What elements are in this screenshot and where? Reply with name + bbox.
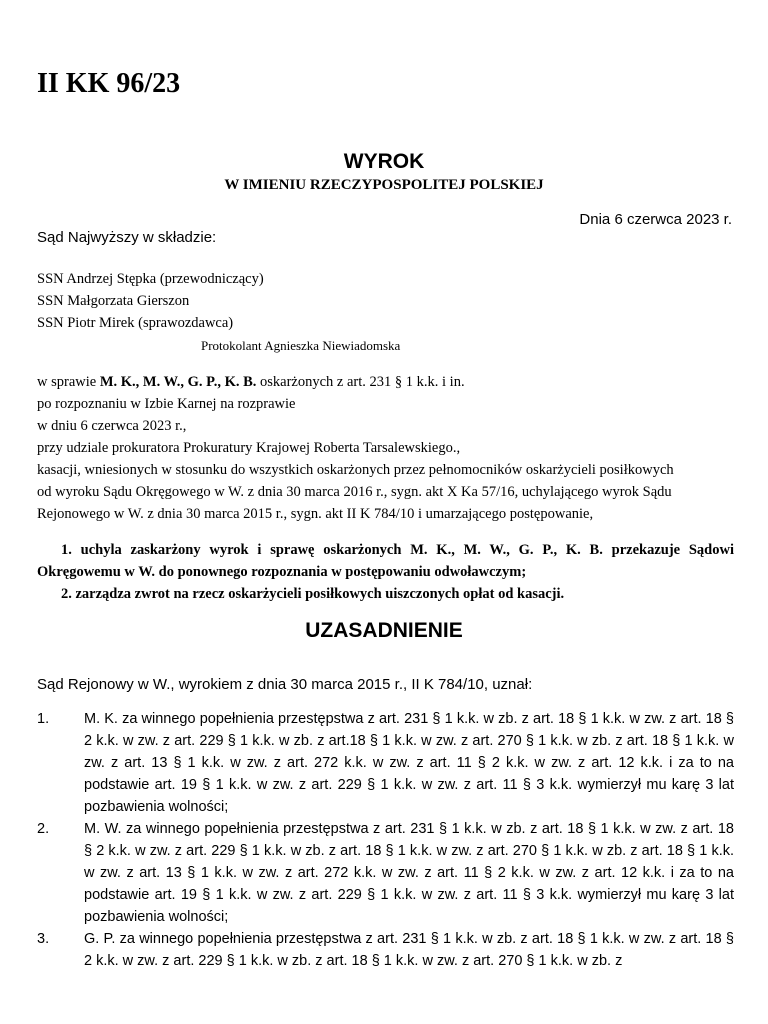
case-line: kasacji, wniesionych w stosunku do wszystkich oskarżonych przez pełnomocników oskarżycieli posiłkowych — [37, 462, 674, 478]
justification-list — [37, 708, 734, 972]
list-item — [37, 928, 734, 972]
ruling-item-1: 1. uchyla zaskarżony wyrok i sprawę oskarżonych M. K., M. W., G. P., K. B. przekazuje Sądowi Okręgowemu w W. do ponownego rozpoznania w postępowaniu odwoławczym; — [37, 542, 734, 580]
judgment-subtitle: W IMIENIU RZECZYPOSPOLITEJ POLSKIEJ — [224, 177, 544, 193]
list-item — [37, 818, 734, 928]
case-line-accused — [37, 371, 737, 393]
list-item-number: 3. — [37, 931, 50, 947]
justification-heading: UZASADNIENIE — [305, 619, 463, 642]
court-recorder: Protokolant Agnieszka Niewiadomska — [201, 338, 401, 353]
accused-names: M. K., M. W., G. P., K. B. — [99, 374, 257, 390]
justification-intro: Sąd Rejonowy w W., wyrokiem z dnia 30 marca 2015 r., II K 784/10, uznał: — [37, 676, 533, 693]
judgment-date: Dnia 6 czerwca 2023 r. — [579, 211, 732, 228]
rulings — [37, 539, 734, 605]
list-item-number: 2. — [37, 821, 50, 837]
list-item-text: M. K. za winnego popełnienia przestępstwa z art. 231 § 1 k.k. w zb. z art. 18 § 1 k.k. w zw. z art. 18 § 2 k.k. w zw. z art. 229 § 1 k.k. w zb. z art.18 § 1 k.k. w zw. z art. 270 § 1 k.k. w zb. z art. 18 § 1 k.k. w zw. z art. 13 § 1 k.k. w zw. z art. 272 k.k. w zw. z art. 11 § 2 k.k. w zw. z art. 12 k.k. i za to na podstawie art. 19 § 1 k.k. w zw. z art. 229 § 1 k.k. w zw. z art. 11 § 3 k.k. wymierzył mu karę 3 lat pozbawienia wolności; — [84, 711, 734, 815]
list-item-text: M. W. za winnego popełnienia przestępstwa z art. 231 § 1 k.k. w zb. z art. 18 § 1 k.k. w zw. z art. 18 § 2 k.k. w zw. z art. 229 § 1 k.k. w zb. z art. 18 § 1 k.k. w zw. z art. 270 § 1 k.k. w zb. z art. 18 § 1 k.k. w zw. z art. 13 § 1 k.k. w zw. z art. 272 k.k. w zw. z art. 11 § 2 k.k. w zw. z art. 12 k.k. i za to na podstawie art. 19 § 1 k.k. w zw. z art. 229 § 1 k.k. w zw. z art. 11 § 3 k.k. wymierzył mu karę 3 lat pozbawienia wolności; — [84, 821, 734, 925]
case-description — [37, 371, 737, 525]
list-item-number: 1. — [37, 711, 50, 727]
judge-member: SSN Małgorzata Gierszon — [37, 293, 190, 309]
case-line: przy udziale prokuratora Prokuratury Krajowej Roberta Tarsalewskiego., — [37, 440, 461, 456]
ruling-item-2: 2. zarządza zwrot na rzecz oskarżycieli posiłkowych uiszczonych opłat od kasacji. — [61, 586, 565, 602]
case-line: w dniu 6 czerwca 2023 r., — [37, 418, 187, 434]
judgment-title: WYROK — [343, 150, 425, 173]
judge-presiding: SSN Andrzej Stępka (przewodniczący) — [37, 271, 264, 287]
case-line-suffix: oskarżonych z art. 231 § 1 k.k. i in. — [256, 374, 465, 390]
case-line: Rejonowego w W. z dnia 30 marca 2015 r., sygn. akt II K 784/10 i umarzającego postępowanie, — [37, 506, 594, 522]
list-item-text: G. P. za winnego popełnienia przestępstwa z art. 231 § 1 k.k. w zb. z art. 18 § 1 k.k. w zw. z art. 18 § 2 k.k. w zw. z art. 229 § 1 k.k. w zb. z art. 18 § 1 k.k. w zw. z art. 270 § 1 k.k. w zb. z — [84, 931, 734, 969]
case-line: od wyroku Sądu Okręgowego w W. z dnia 30 marca 2016 r., sygn. akt X Ka 57/16, uchylającego wyrok Sądu — [37, 484, 672, 500]
case-number: II KK 96/23 — [37, 68, 181, 99]
list-item — [37, 708, 734, 818]
judge-rapporteur: SSN Piotr Mirek (sprawozdawca) — [37, 315, 234, 331]
court-composition-label: Sąd Najwyższy w składzie: — [37, 229, 217, 246]
case-line: po rozpoznaniu w Izbie Karnej na rozprawie — [37, 396, 296, 412]
case-line-prefix: w sprawie — [37, 374, 100, 390]
judges-list — [37, 268, 264, 334]
